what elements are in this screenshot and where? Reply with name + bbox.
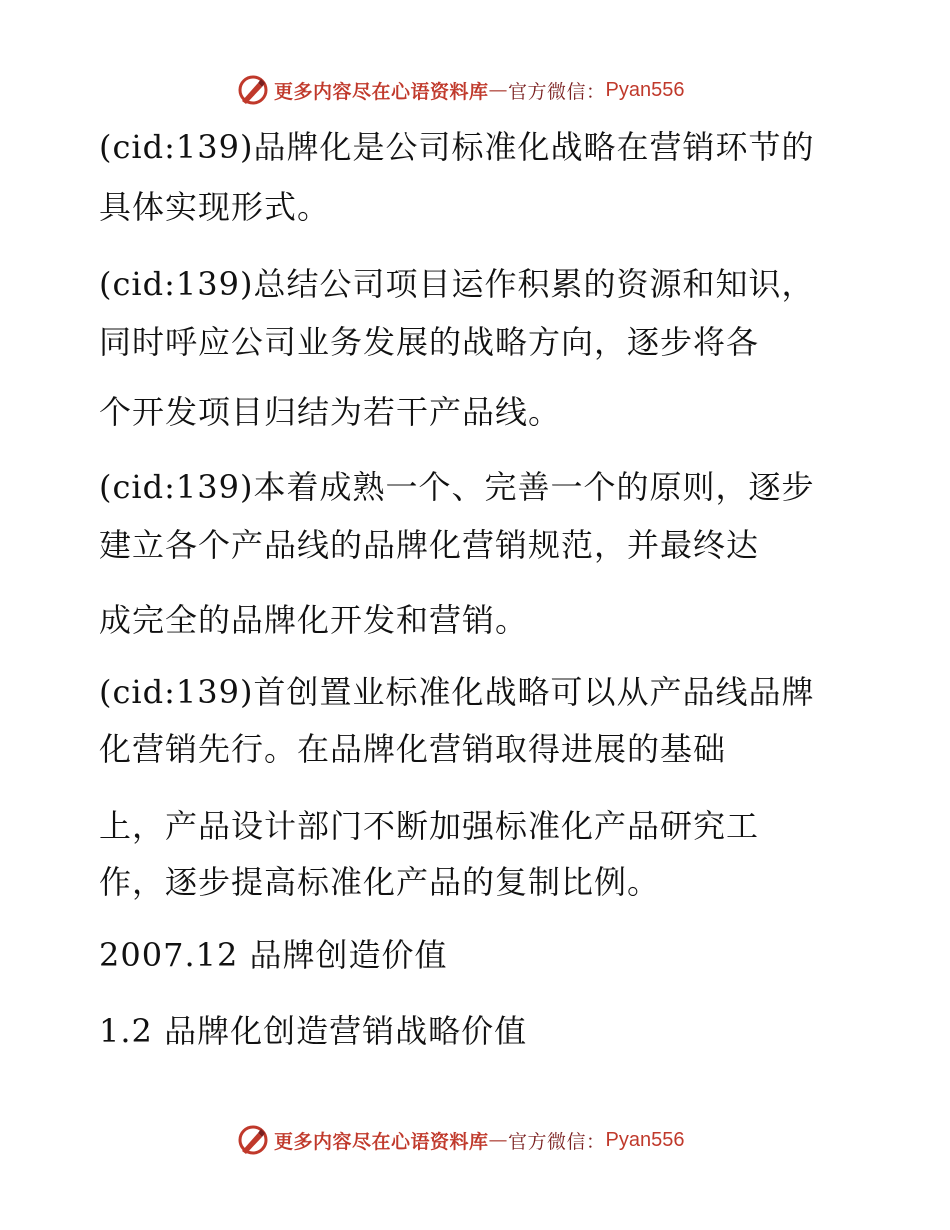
pen-logo-icon: [236, 73, 270, 107]
watermark-main-text: 更多内容尽在心语资料库: [274, 80, 489, 103]
header-watermark: [236, 72, 685, 108]
watermark-official-label: 官方微信：: [508, 80, 606, 103]
watermark-wechat-id: Pyan556: [605, 78, 685, 101]
text-line: 作，逐步提高标准化产品的复制比例。: [99, 863, 661, 901]
text-line: (cid:139)品牌化是公司标准化战略在营销环节的: [99, 128, 815, 166]
text-line: 个开发项目归结为若干产品线。: [99, 393, 562, 431]
watermark-official-label: 官方微信：: [508, 1130, 606, 1153]
text-line: 同时呼应公司业务发展的战略方向，逐步将各: [99, 323, 760, 361]
text-line: 上，产品设计部门不断加强标准化产品研究工: [99, 807, 760, 845]
text-line: (cid:139)本着成熟一个、完善一个的原则，逐步: [99, 468, 815, 506]
text-line: (cid:139)总结公司项目运作积累的资源和知识，: [99, 265, 815, 303]
section-heading: 2007.12 品牌创造价值: [99, 936, 448, 974]
watermark-main-text: 更多内容尽在心语资料库: [274, 1130, 489, 1153]
text-line: 成完全的品牌化开发和营销。: [99, 601, 529, 639]
section-heading: 1.2 品牌化创造营销战略价值: [99, 1012, 528, 1050]
text-line: 具体实现形式。: [99, 188, 331, 226]
watermark-wechat-id: Pyan556: [605, 1128, 685, 1151]
watermark-dash: —: [488, 1129, 509, 1151]
footer-watermark: [236, 1122, 685, 1158]
pen-logo-icon: [236, 1123, 270, 1157]
text-line: 建立各个产品线的品牌化营销规范，并最终达: [99, 526, 760, 564]
text-line: (cid:139)首创置业标准化战略可以从产品线品牌: [99, 673, 815, 711]
watermark-dash: —: [488, 79, 509, 101]
text-line: 化营销先行。在品牌化营销取得进展的基础: [99, 730, 727, 768]
